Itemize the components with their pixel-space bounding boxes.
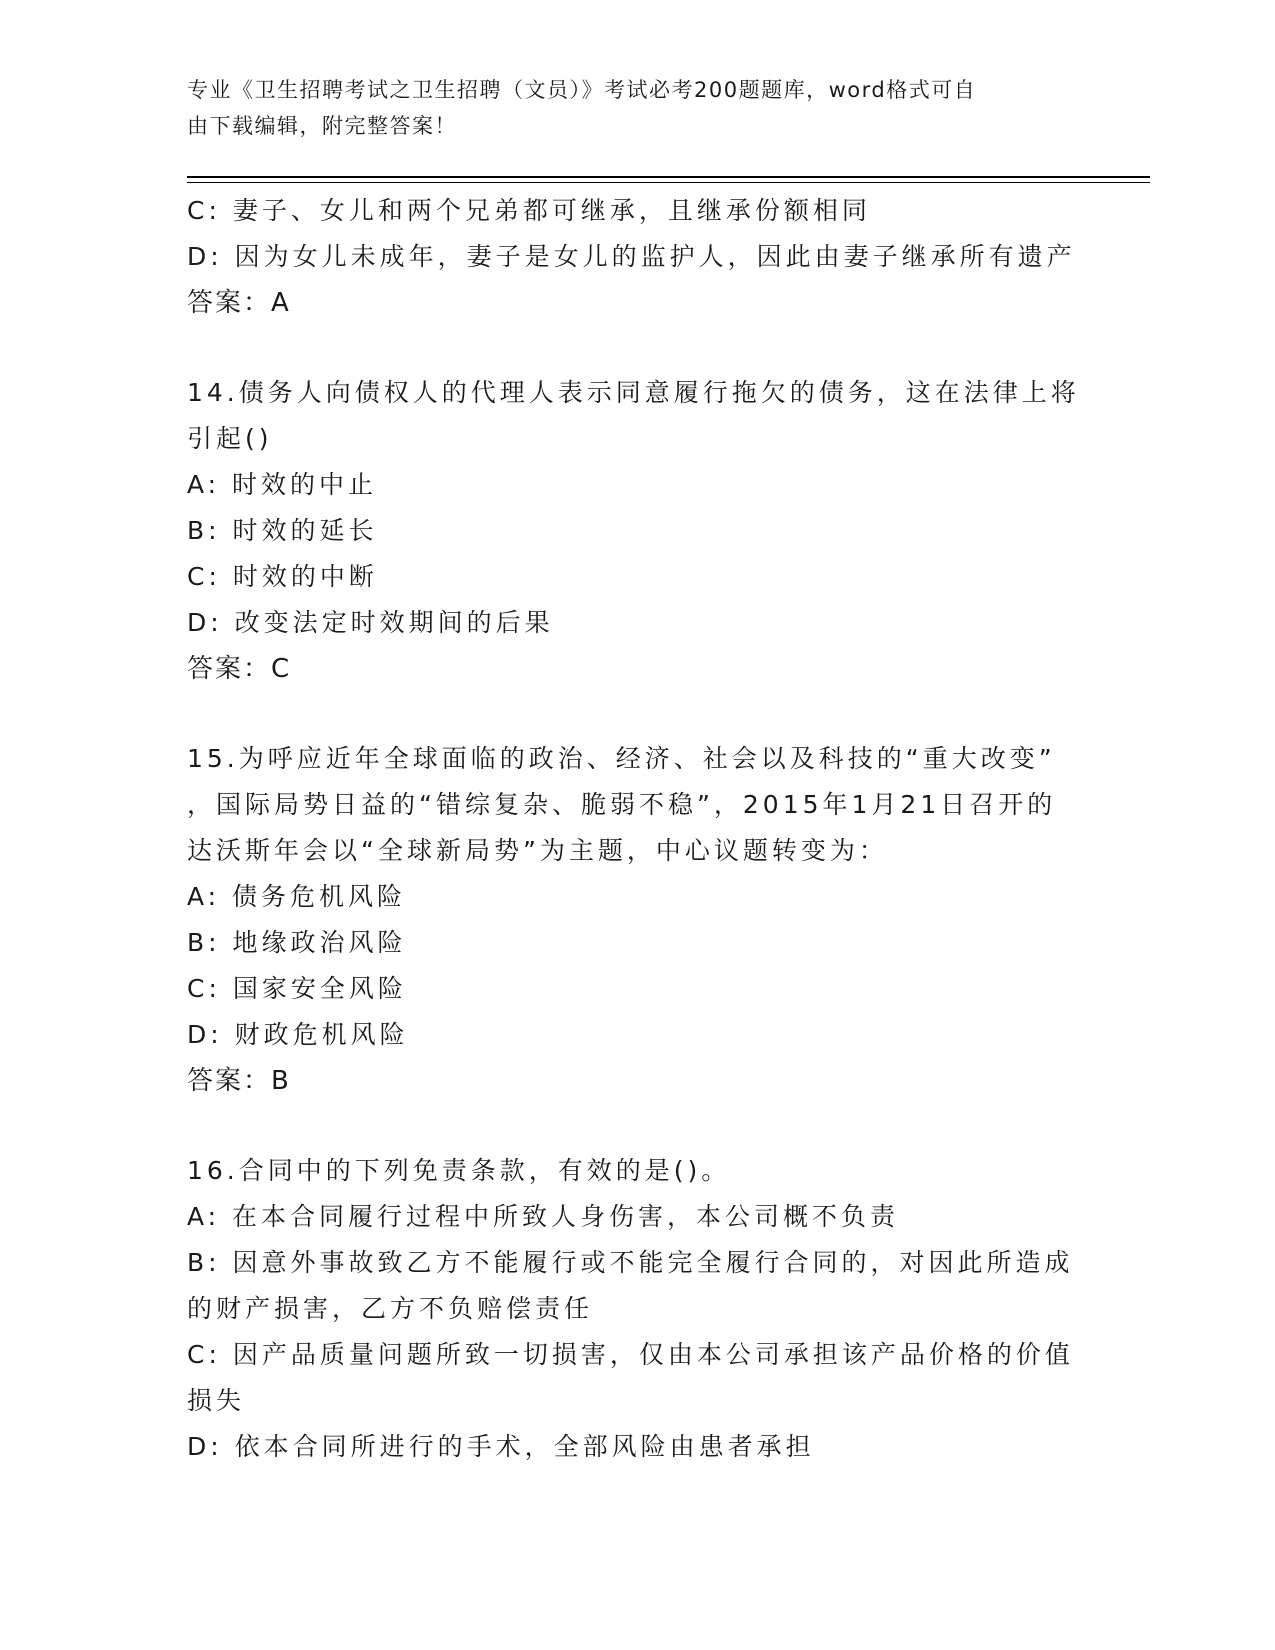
question-stem-line: 引起() bbox=[187, 424, 273, 453]
option-d: D: 财政危机风险 bbox=[187, 1020, 409, 1049]
question-stem-line: 15.为呼应近年全球面临的政治、经济、社会以及科技的“重大改变” bbox=[187, 744, 1056, 773]
spacer bbox=[187, 692, 1087, 736]
question-15 bbox=[187, 736, 1087, 1104]
question-stem-line: 达沃斯年会以“全球新局势”为主题，中心议题转变为： bbox=[187, 836, 888, 865]
option-d: D: 因为女儿未成年，妻子是女儿的监护人，因此由妻子继承所有遗产 bbox=[187, 242, 1076, 271]
option-a: A: 债务危机风险 bbox=[187, 882, 407, 911]
option-c: C: 时效的中断 bbox=[187, 562, 378, 591]
question-13-tail bbox=[187, 188, 1087, 326]
question-stem-line: 16.合同中的下列免责条款，有效的是()。 bbox=[187, 1156, 731, 1185]
answer-line: 答案：A bbox=[187, 288, 291, 318]
spacer bbox=[187, 326, 1087, 370]
option-b: B: 地缘政治风险 bbox=[187, 928, 407, 957]
question-list bbox=[187, 188, 1087, 1470]
header-divider-thick bbox=[187, 176, 1150, 178]
header-line-2: 由下载编辑，附完整答案！ bbox=[187, 114, 457, 138]
option-d: D: 依本合同所进行的手术，全部风险由患者承担 bbox=[187, 1432, 815, 1461]
option-b: B: 因意外事故致乙方不能履行或不能完全履行合同的，对因此所造成 bbox=[187, 1248, 1074, 1277]
question-stem-line: 14.债务人向债权人的代理人表示同意履行拖欠的债务，这在法律上将 bbox=[187, 378, 1080, 407]
answer-line: 答案：C bbox=[187, 654, 292, 684]
option-b-continued: 的财产损害，乙方不负赔偿责任 bbox=[187, 1294, 594, 1323]
option-a: A: 时效的中止 bbox=[187, 470, 378, 499]
spacer bbox=[187, 1104, 1087, 1148]
option-c: C: 妻子、女儿和两个兄弟都可继承，且继承份额相同 bbox=[187, 196, 871, 225]
option-c: C: 国家安全风险 bbox=[187, 974, 407, 1003]
header-divider-thin bbox=[187, 182, 1150, 183]
option-d: D: 改变法定时效期间的后果 bbox=[187, 608, 554, 637]
answer-line: 答案：B bbox=[187, 1066, 291, 1096]
question-14 bbox=[187, 370, 1087, 692]
question-stem-line: ，国际局势日益的“错综复杂、脆弱不稳”，2015年1月21日召开的 bbox=[187, 790, 1057, 819]
option-c: C: 因产品质量问题所致一切损害，仅由本公司承担该产品价格的价值 bbox=[187, 1340, 1074, 1369]
question-16 bbox=[187, 1148, 1087, 1470]
header-line-1: 专业《卫生招聘考试之卫生招聘（文员）》考试必考200题题库，word格式可自 bbox=[187, 78, 977, 102]
option-b: B: 时效的延长 bbox=[187, 516, 378, 545]
document-header bbox=[187, 72, 1067, 144]
option-c-continued: 损失 bbox=[187, 1386, 246, 1415]
option-a: A: 在本合同履行过程中所致人身伤害，本公司概不负责 bbox=[187, 1202, 900, 1231]
